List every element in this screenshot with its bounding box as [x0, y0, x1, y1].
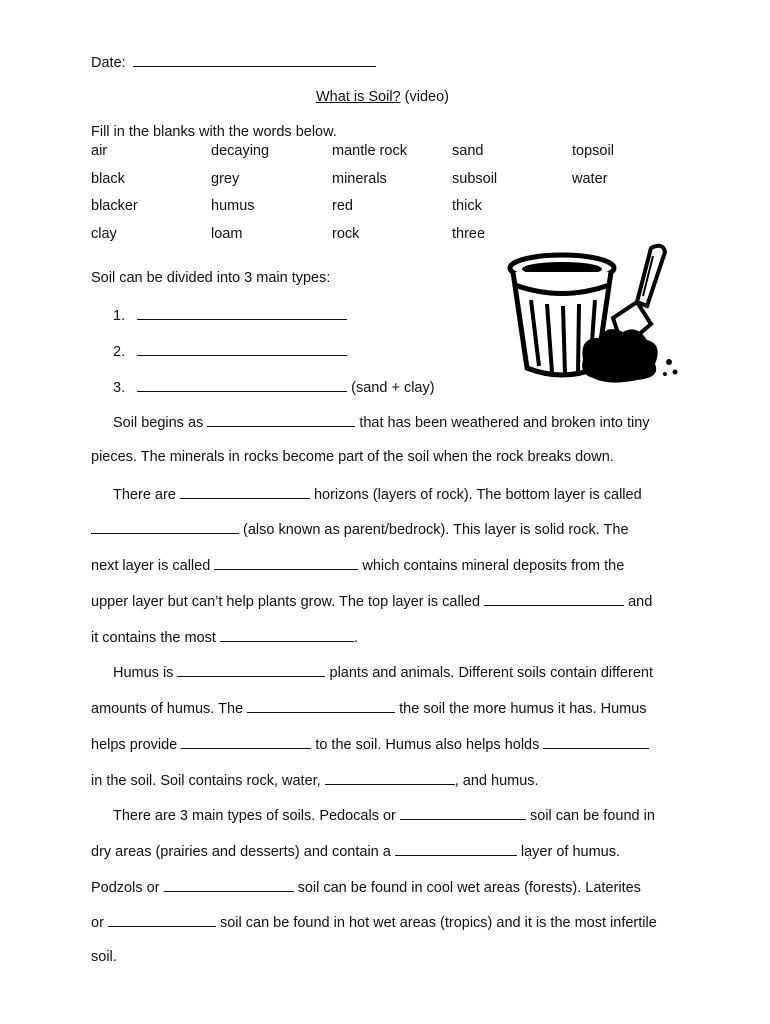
text-segment: which contains mineral deposits from the — [362, 558, 625, 574]
text-segment: helps provide — [91, 737, 178, 753]
paragraph-3-line-3 — [91, 734, 649, 754]
soil-type-blank[interactable] — [137, 377, 347, 392]
word-bank-cell: grey — [211, 171, 240, 187]
soil-type-number: 3. — [113, 380, 126, 396]
soil-type-hint: (sand + clay) — [351, 380, 435, 396]
text-segment: amounts of humus. The — [91, 701, 244, 717]
word-bank-cell: air — [91, 143, 108, 159]
paragraph-3-line-2 — [91, 698, 647, 718]
word-bank-cell: subsoil — [452, 171, 498, 187]
text-segment: that has been weathered and broken into tiny — [359, 415, 650, 431]
text-segment: to the soil. Humus also helps holds — [315, 737, 540, 753]
flower-pot-illustration — [505, 240, 685, 390]
fill-blank[interactable] — [484, 591, 624, 606]
fill-blank[interactable] — [177, 662, 325, 677]
paragraph-2-line-4 — [91, 591, 652, 611]
fill-blank[interactable] — [247, 698, 395, 713]
page-title — [316, 88, 449, 106]
text-segment: , and humus. — [454, 773, 539, 789]
paragraph-1-line-2: pieces. The minerals in rocks become part of the soil when the rock breaks down. — [91, 449, 614, 465]
word-bank-cell: sand — [452, 143, 484, 159]
word-bank-cell: humus — [211, 198, 255, 214]
text-segment: horizons (layers of rock). The bottom layer is called — [313, 487, 642, 503]
paragraph-2-line-5 — [91, 627, 358, 647]
paragraph-2-line-1 — [113, 484, 642, 504]
text-segment: and — [628, 594, 653, 610]
text-segment: next layer is called — [91, 558, 211, 574]
paragraph-2-line-3 — [91, 555, 624, 575]
word-bank-cell: minerals — [332, 171, 387, 187]
soil-type-blank[interactable] — [137, 341, 347, 356]
fill-blank[interactable] — [164, 877, 294, 892]
text-segment: it contains the most — [91, 630, 216, 646]
soil-types-intro: Soil can be divided into 3 main types: — [91, 270, 331, 286]
fill-blank[interactable] — [325, 770, 455, 785]
word-bank-cell: decaying — [211, 143, 270, 159]
text-segment: soil can be found in — [529, 808, 655, 824]
fill-blank[interactable] — [395, 841, 517, 856]
fill-blank[interactable] — [400, 805, 526, 820]
text-segment: layer of humus. — [520, 844, 621, 860]
word-bank-cell: three — [452, 226, 486, 242]
soil-type-number: 2. — [113, 344, 126, 360]
word-bank-cell: red — [332, 198, 353, 214]
text-segment: dry areas (prairies and desserts) and contain a — [91, 844, 391, 860]
date-label: Date: — [91, 55, 126, 71]
text-segment: upper layer but can’t help plants grow. The top layer is called — [91, 594, 481, 610]
text-segment: There are — [113, 487, 176, 503]
soil-type-1 — [113, 305, 347, 325]
text-segment: Podzols or — [91, 880, 160, 896]
paragraph-3-line-1 — [113, 662, 653, 682]
paragraph-4-line-4 — [91, 912, 657, 932]
soil-type-2 — [113, 341, 347, 361]
soil-type-3 — [113, 377, 435, 397]
text-segment: Soil begins as — [113, 415, 204, 431]
soil-type-number: 1. — [113, 308, 126, 324]
text-segment: There are 3 main types of soils. Pedocals or — [113, 808, 396, 824]
word-bank-cell: mantle rock — [332, 143, 407, 159]
title-suffix: (video) — [404, 89, 449, 105]
paragraph-4-line-5: soil. — [91, 949, 117, 965]
text-segment: soil can be found in hot wet areas (tropics) and it is the most infertile — [219, 915, 657, 931]
text-segment: the soil the more humus it has. Humus — [399, 701, 647, 717]
fill-blank[interactable] — [220, 627, 354, 642]
fill-blank[interactable] — [214, 555, 358, 570]
paragraph-4-line-3 — [91, 877, 641, 897]
paragraph-4-line-2 — [91, 841, 620, 861]
word-bank-cell: blacker — [91, 198, 138, 214]
fill-blank[interactable] — [543, 734, 649, 749]
text-segment: Humus is — [113, 665, 174, 681]
fill-blank[interactable] — [108, 912, 216, 927]
word-bank-cell: water — [572, 171, 608, 187]
fill-blank[interactable] — [180, 484, 310, 499]
instructions: Fill in the blanks with the words below. — [91, 124, 337, 140]
fill-blank[interactable] — [181, 734, 311, 749]
word-bank-cell: black — [91, 171, 125, 187]
soil-type-blank[interactable] — [137, 305, 347, 320]
text-segment: or — [91, 915, 104, 931]
text-segment: plants and animals. Different soils contain different — [329, 665, 653, 681]
text-segment: . — [353, 630, 358, 646]
word-bank-cell: rock — [332, 226, 360, 242]
fill-blank[interactable] — [207, 412, 355, 427]
paragraph-3-line-4 — [91, 770, 539, 790]
text-segment: in the soil. Soil contains rock, water, — [91, 773, 321, 789]
word-bank-cell: topsoil — [572, 143, 614, 159]
text-segment: (also known as parent/bedrock). This layer is solid rock. The — [243, 522, 629, 538]
paragraph-2-line-2 — [91, 519, 629, 539]
word-bank-cell: thick — [452, 198, 482, 214]
date-blank[interactable] — [133, 52, 376, 67]
paragraph-4-line-1 — [113, 805, 655, 825]
title-main: What is Soil? — [316, 89, 401, 105]
fill-blank[interactable] — [91, 519, 239, 534]
date-line — [91, 52, 376, 72]
text-segment: soil can be found in cool wet areas (forests). Laterites — [297, 880, 641, 896]
paragraph-1-line-1 — [113, 412, 650, 432]
word-bank-cell: loam — [211, 226, 243, 242]
word-bank-cell: clay — [91, 226, 117, 242]
